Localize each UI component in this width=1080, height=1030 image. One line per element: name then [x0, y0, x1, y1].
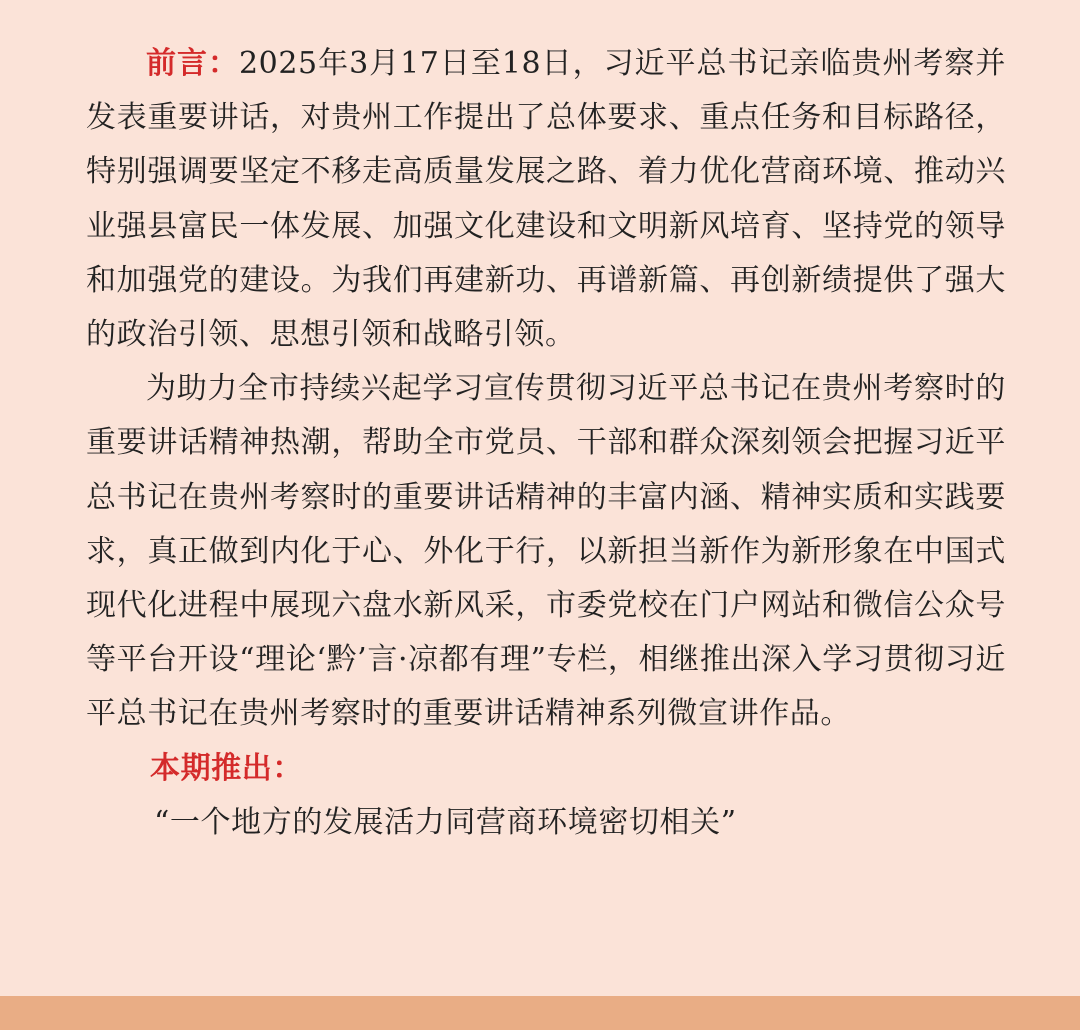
bottom-band: [0, 996, 1080, 1030]
intro-paragraph: [86, 37, 1006, 362]
current-issue-title: “一个地方的发展活力同营商环境密切相关”: [154, 804, 737, 840]
article-content: [86, 37, 1006, 850]
current-issue-label: 本期推出：: [150, 750, 303, 786]
intro-label: 前言：: [146, 46, 239, 81]
body-paragraph: 为助力全市持续兴起学习宣传贯彻习近平总书记在贵州考察时的重要讲话精神热潮，帮助全市党员、干部和群众深刻领会把握习近平总书记在贵州考察时的重要讲话精神的丰富内涵、精神实质和实践要求，真正做到内化于心、外化于行，以新担当新作为新形象在中国式现代化进程中展现六盘水新风采，市委党校在门户网站和微信公众号等平台开设“理论‘黔’言·凉都有理”专栏，相继推出深入学习贯彻习近平总书记在贵州考察时的重要讲话精神系列微宣讲作品。: [86, 371, 1006, 732]
intro-text: 2025年3月17日至18日，习近平总书记亲临贵州考察并发表重要讲话，对贵州工作提出了总体要求、重点任务和目标路径，特别强调要坚定不移走高质量发展之路、着力优化营商环境、推动兴业强县富民一体发展、加强文化建设和文明新风培育、坚持党的领导和加强党的建设。为我们再建新功、再谱新篇、再创新绩提供了强大的政治引领、思想引领和战略引领。: [86, 46, 1006, 353]
